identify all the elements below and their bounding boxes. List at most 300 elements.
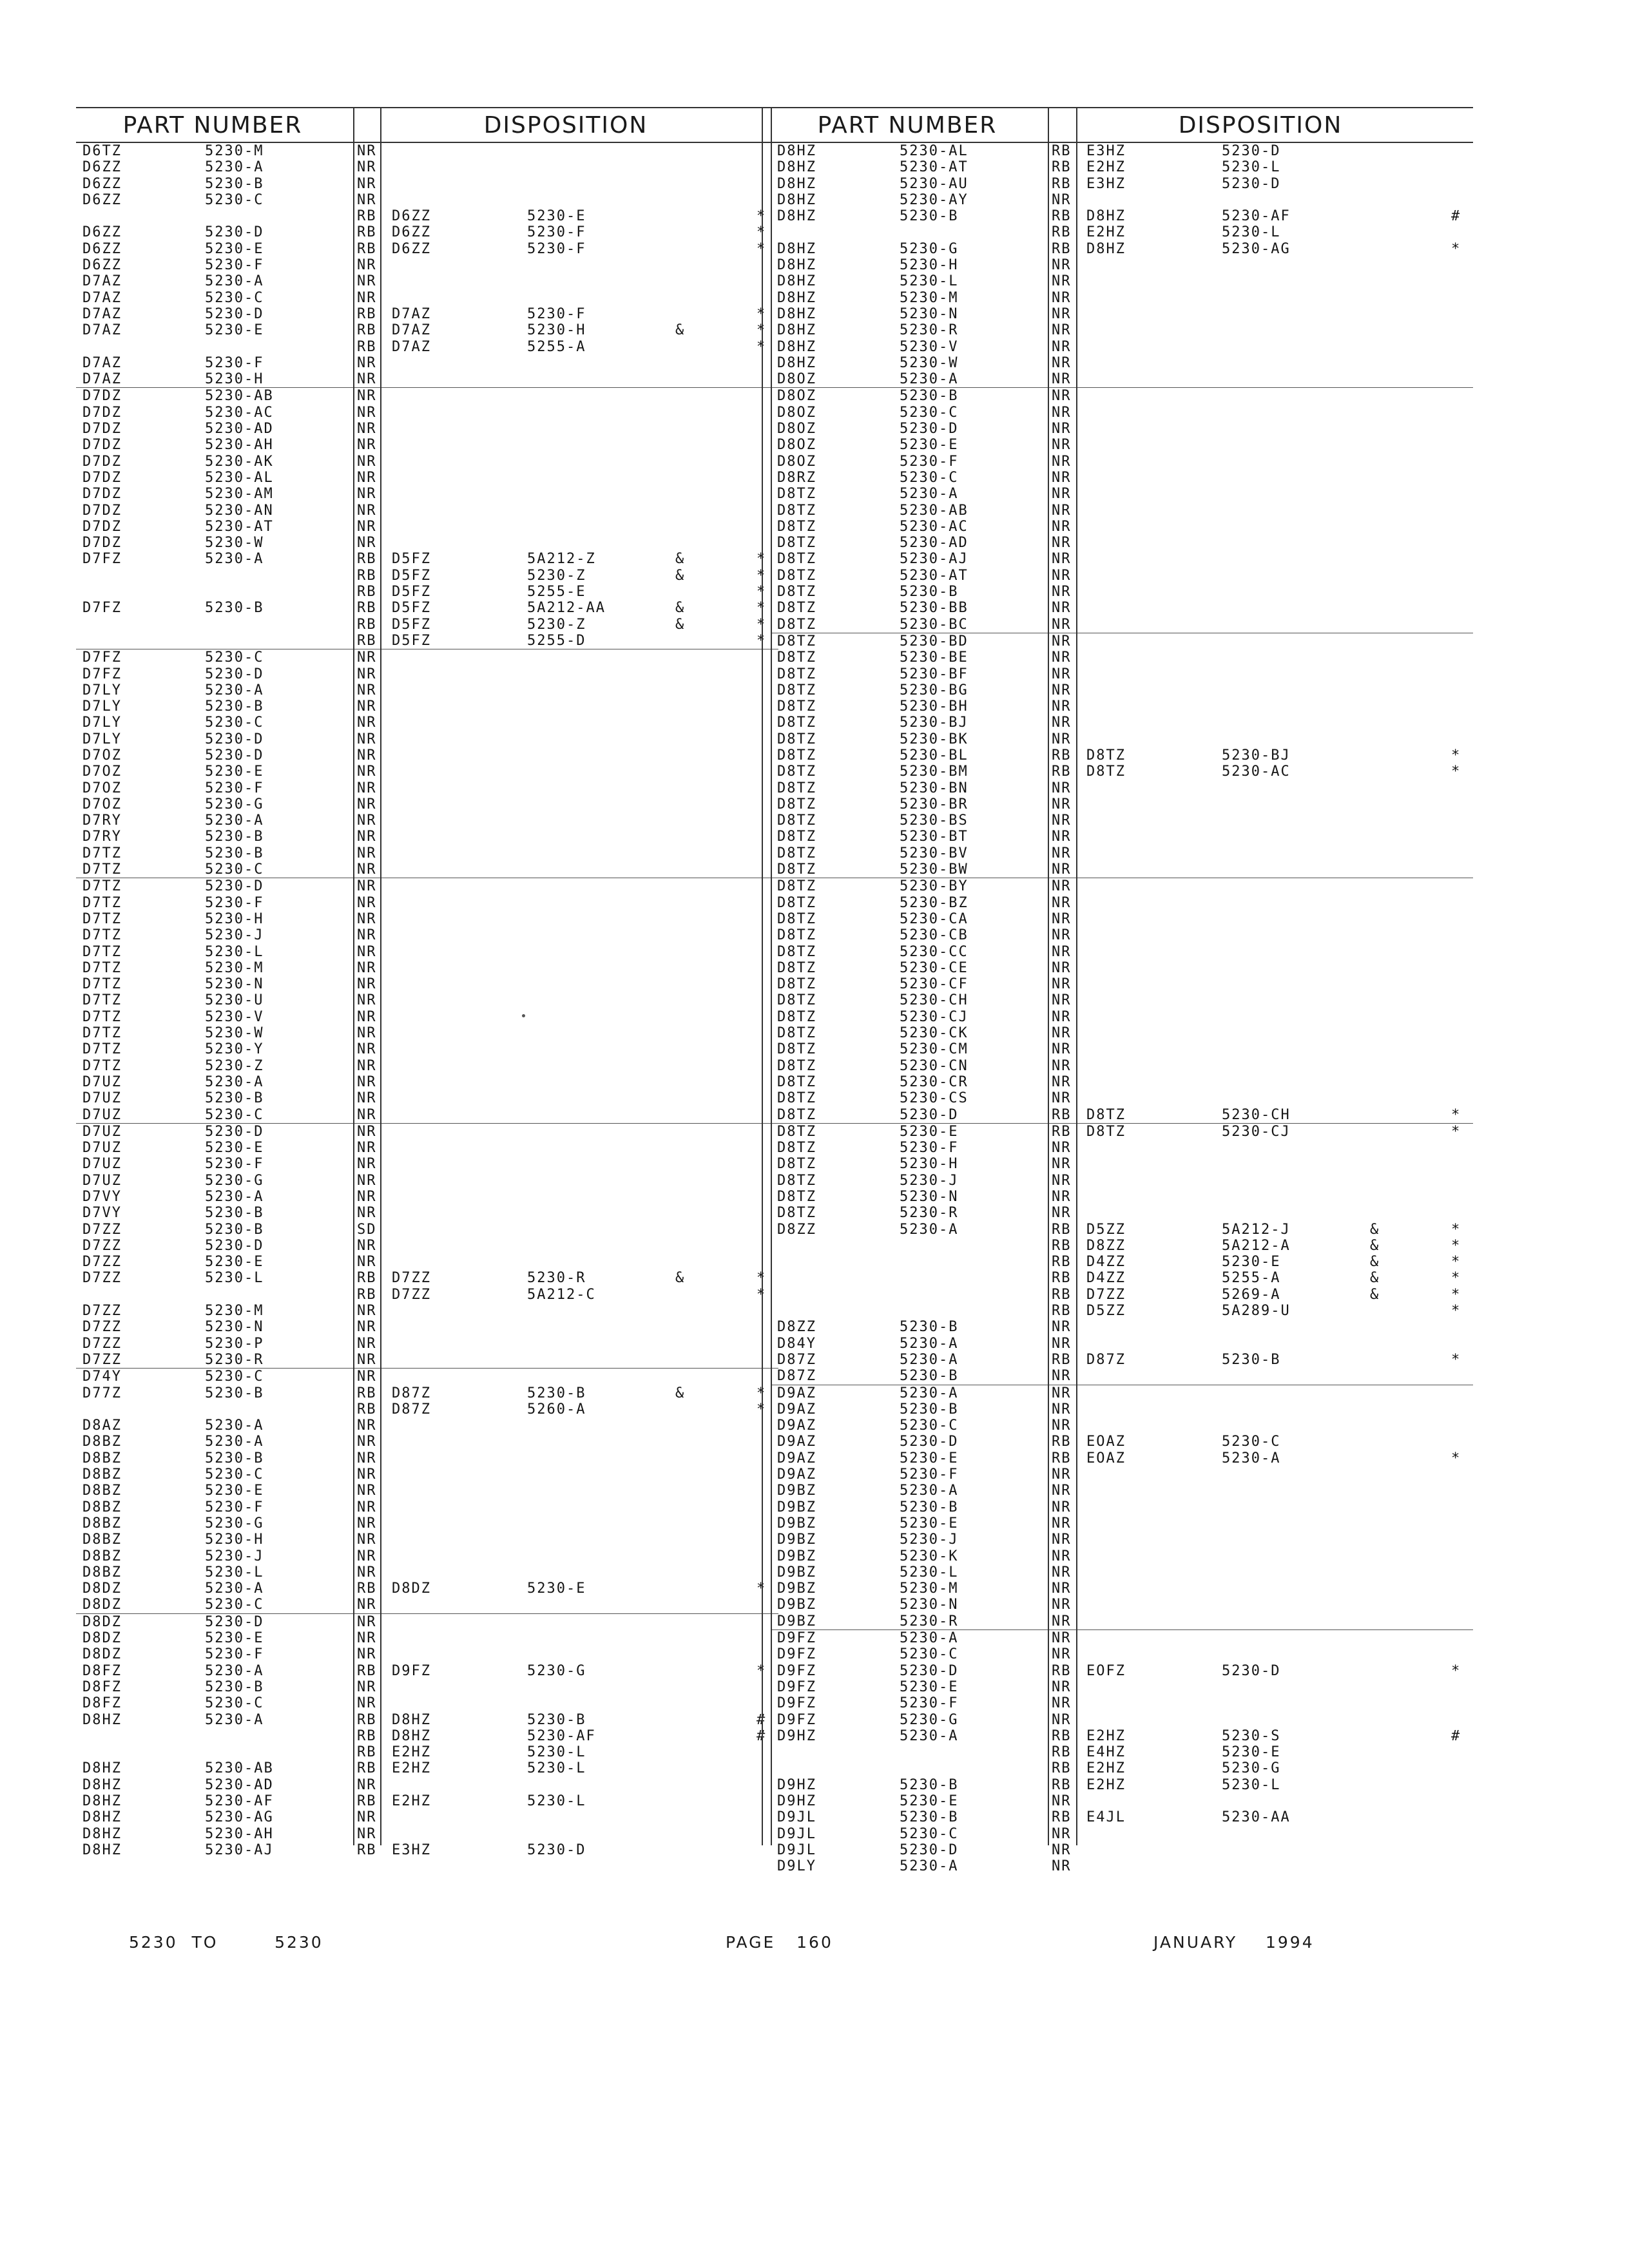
column-divider — [1048, 107, 1049, 1845]
table-row — [771, 812, 1473, 829]
part-suffix: 5230-D — [205, 666, 264, 682]
part-prefix: D8BZ — [82, 1466, 122, 1483]
table-row — [771, 1499, 1473, 1515]
part-suffix: 5230-CR — [900, 1073, 969, 1090]
part-prefix: D7VY — [82, 1205, 122, 1222]
disposition-code: NR — [1052, 1008, 1072, 1025]
part-prefix: D8OZ — [777, 371, 816, 388]
part-suffix: 5230-E — [205, 1254, 264, 1271]
part-suffix: 5230-CE — [900, 959, 969, 976]
table-row — [771, 1254, 1473, 1270]
part-suffix: 5230-D — [205, 878, 264, 895]
disposition-code: NR — [357, 1450, 377, 1466]
disposition-code: NR — [1052, 976, 1072, 993]
table-row — [76, 1793, 778, 1809]
table-row — [76, 339, 778, 355]
replacement-prefix: D5ZZ — [1086, 1221, 1126, 1238]
disposition-code: NR — [357, 143, 377, 159]
part-prefix: D8ZZ — [777, 1221, 816, 1238]
table-row — [771, 339, 1473, 355]
replacement-suffix: 5230-AG — [1222, 240, 1291, 257]
disposition-code: RB — [1052, 1744, 1072, 1761]
disposition-code: NR — [1052, 715, 1072, 731]
part-prefix: D8HZ — [777, 354, 816, 371]
disposition-code: NR — [1052, 322, 1072, 339]
table-row — [76, 1548, 778, 1564]
part-suffix: 5230-A — [900, 1858, 959, 1875]
disposition-code: NR — [1052, 992, 1072, 1009]
part-suffix: 5230-M — [205, 959, 264, 976]
part-suffix: 5230-B — [205, 1205, 264, 1222]
ampersand-flag: & — [1370, 1237, 1380, 1254]
table-row — [771, 519, 1473, 535]
disposition-code: NR — [1052, 812, 1072, 829]
disposition-code: RB — [357, 338, 377, 355]
replacement-suffix: 5230-AA — [1222, 1809, 1291, 1826]
disposition-code: NR — [1052, 453, 1072, 470]
disposition-code: NR — [357, 959, 377, 976]
part-suffix: 5230-C — [900, 1646, 959, 1663]
table-row — [76, 1809, 778, 1825]
part-suffix: 5230-E — [900, 437, 959, 454]
part-prefix: D7TZ — [82, 927, 122, 944]
part-suffix: 5230-AG — [205, 1809, 274, 1826]
disposition-code: NR — [357, 1630, 377, 1647]
table-row — [771, 143, 1473, 159]
replacement-suffix: 5230-AF — [527, 1727, 596, 1744]
part-suffix: 5230-F — [900, 1466, 959, 1483]
part-suffix: 5230-AT — [900, 567, 969, 584]
part-suffix: 5230-BF — [900, 666, 969, 682]
part-suffix: 5230-L — [205, 1270, 264, 1287]
part-prefix: D8TZ — [777, 845, 816, 861]
table-row — [76, 698, 778, 715]
replacement-suffix: 5230-A — [1222, 1450, 1281, 1466]
part-prefix: D8TZ — [777, 1057, 816, 1074]
part-prefix: D9JL — [777, 1809, 816, 1826]
table-row — [771, 1041, 1473, 1057]
disposition-code: NR — [1052, 305, 1072, 322]
table-row — [76, 944, 778, 960]
part-suffix: 5230-A — [900, 486, 959, 503]
table-row — [771, 1728, 1473, 1744]
part-prefix: D8TZ — [777, 518, 816, 535]
table-row — [76, 1499, 778, 1515]
disposition-code: RB — [1052, 1351, 1072, 1368]
replacement-prefix: D5FZ — [392, 632, 431, 649]
disposition-code: NR — [1052, 404, 1072, 421]
part-suffix: 5230-AM — [205, 486, 274, 503]
disposition-code: NR — [357, 780, 377, 796]
disposition-code: NR — [357, 747, 377, 764]
part-suffix: 5230-A — [205, 1711, 264, 1728]
part-prefix: D7LY — [82, 731, 122, 747]
replacement-suffix: 5A212-Z — [527, 551, 596, 568]
part-prefix: D9BZ — [777, 1483, 816, 1499]
table-row — [76, 1695, 778, 1711]
part-suffix: 5230-BC — [900, 616, 969, 633]
part-prefix: D9JL — [777, 1825, 816, 1842]
part-suffix: 5230-B — [900, 1499, 959, 1515]
part-suffix: 5230-D — [900, 1434, 959, 1450]
replacement-suffix: 5230-CH — [1222, 1106, 1291, 1123]
replacement-suffix: 5230-Z — [527, 567, 586, 584]
part-suffix: 5230-A — [205, 1662, 264, 1679]
part-suffix: 5230-E — [205, 1483, 264, 1499]
part-prefix: D7DZ — [82, 388, 122, 405]
disposition-code: NR — [357, 469, 377, 486]
disposition-code: NR — [357, 1041, 377, 1058]
part-prefix: D8AZ — [82, 1418, 122, 1434]
disposition-code: NR — [357, 698, 377, 715]
ampersand-flag: & — [675, 1385, 686, 1401]
part-prefix: D6ZZ — [82, 257, 122, 274]
part-suffix: 5230-D — [900, 1662, 959, 1679]
disposition-code: NR — [357, 829, 377, 845]
disposition-code: RB — [357, 1286, 377, 1303]
disposition-code: NR — [1052, 1646, 1072, 1663]
part-suffix: 5230-BK — [900, 731, 969, 747]
part-prefix: D7DZ — [82, 437, 122, 454]
part-suffix: 5230-P — [205, 1335, 264, 1352]
part-suffix: 5230-AD — [900, 535, 969, 552]
replacement-prefix: E4JL — [1086, 1809, 1126, 1826]
part-prefix: D8HZ — [777, 322, 816, 339]
table-row — [771, 1336, 1473, 1352]
table-row — [771, 1124, 1473, 1140]
replacement-suffix: 5255-E — [527, 584, 586, 601]
note-flag: * — [757, 1662, 767, 1679]
replacement-suffix: 5230-B — [1222, 1351, 1281, 1368]
table-row — [76, 1418, 778, 1434]
part-suffix: 5230-BH — [900, 698, 969, 715]
replacement-prefix: D8HZ — [392, 1711, 431, 1728]
table-row — [76, 747, 778, 764]
table-row — [771, 1712, 1473, 1728]
table-row — [771, 1760, 1473, 1776]
part-prefix: D8HZ — [82, 1776, 122, 1793]
disposition-code: RB — [1052, 208, 1072, 225]
disposition-code: NR — [1052, 633, 1072, 649]
table-row — [771, 1090, 1473, 1106]
table-row — [771, 405, 1473, 421]
table-row — [771, 1140, 1473, 1156]
part-prefix: D8TZ — [777, 1008, 816, 1025]
replacement-prefix: D87Z — [392, 1385, 431, 1401]
part-suffix: 5230-F — [900, 1695, 959, 1712]
disposition-code: NR — [1052, 878, 1072, 895]
part-suffix: 5230-BB — [900, 600, 969, 617]
replacement-prefix: D7AZ — [392, 305, 431, 322]
ampersand-flag: & — [675, 567, 686, 584]
table-row — [771, 780, 1473, 796]
part-suffix: 5230-C — [205, 649, 264, 666]
replacement-suffix: 5A289-U — [1222, 1303, 1291, 1320]
part-prefix: D9AZ — [777, 1401, 816, 1418]
table-row — [771, 1597, 1473, 1613]
disposition-code: RB — [1052, 1434, 1072, 1450]
part-prefix: D7ZZ — [82, 1254, 122, 1271]
footer-range-to-label: TO — [191, 1933, 218, 1952]
part-suffix: 5230-U — [205, 992, 264, 1009]
table-row — [76, 1270, 778, 1286]
part-prefix: D7FZ — [82, 666, 122, 682]
disposition-code: NR — [357, 289, 377, 306]
part-suffix: 5230-F — [900, 1140, 959, 1157]
part-suffix: 5230-L — [205, 1564, 264, 1581]
table-row — [771, 944, 1473, 960]
table-row — [771, 192, 1473, 208]
table-row — [771, 617, 1473, 633]
note-flag: * — [1451, 1106, 1461, 1123]
part-prefix: D6ZZ — [82, 240, 122, 257]
part-prefix: D7ZZ — [82, 1351, 122, 1368]
part-prefix: D9HZ — [777, 1776, 816, 1793]
part-prefix: D7AZ — [82, 322, 122, 339]
part-prefix: D8TZ — [777, 829, 816, 845]
part-prefix: D8HZ — [777, 289, 816, 306]
disposition-code: RB — [1052, 1270, 1072, 1287]
ampersand-flag: & — [675, 600, 686, 617]
part-suffix: 5230-J — [900, 1172, 959, 1189]
part-prefix: D8OZ — [777, 453, 816, 470]
disposition-code: NR — [1052, 910, 1072, 927]
part-suffix: 5230-C — [205, 1466, 264, 1483]
table-row — [76, 388, 778, 404]
disposition-code: NR — [1052, 796, 1072, 812]
part-suffix: 5230-F — [205, 780, 264, 796]
part-suffix: 5230-W — [205, 1025, 264, 1042]
disposition-code: NR — [357, 1564, 377, 1581]
part-suffix: 5230-E — [205, 1140, 264, 1157]
part-number-header: PART NUMBER — [817, 112, 998, 139]
part-prefix: D8TZ — [777, 796, 816, 812]
disposition-code: NR — [1052, 894, 1072, 911]
note-flag: * — [757, 632, 767, 649]
part-prefix: D9BZ — [777, 1499, 816, 1515]
table-row — [771, 731, 1473, 747]
part-suffix: 5230-CJ — [900, 1008, 969, 1025]
part-prefix: D8HZ — [777, 273, 816, 290]
disposition-code: SD — [357, 1221, 377, 1238]
part-prefix: D7TZ — [82, 1041, 122, 1058]
note-flag: * — [757, 1581, 767, 1597]
disposition-code: NR — [1052, 1532, 1072, 1548]
disposition-code: RB — [1052, 1123, 1072, 1140]
table-row — [771, 584, 1473, 600]
part-suffix: 5230-CF — [900, 976, 969, 993]
column-divider — [771, 107, 772, 1845]
disposition-code: NR — [1052, 1319, 1072, 1336]
part-suffix: 5230-C — [205, 1597, 264, 1613]
part-suffix: 5230-B — [205, 1385, 264, 1401]
note-flag: * — [757, 224, 767, 241]
part-suffix: 5230-D — [205, 747, 264, 764]
part-suffix: 5230-D — [900, 1106, 959, 1123]
table-row — [76, 159, 778, 175]
part-suffix: 5230-M — [900, 289, 959, 306]
table-row — [771, 1058, 1473, 1074]
disposition-code: RB — [357, 208, 377, 225]
table-row — [76, 1744, 778, 1760]
part-prefix: D8HZ — [777, 159, 816, 176]
table-row — [76, 845, 778, 861]
disposition-code: NR — [357, 1776, 377, 1793]
part-suffix: 5230-B — [900, 1319, 959, 1336]
disposition-code: NR — [357, 1418, 377, 1434]
part-prefix: D8TZ — [777, 894, 816, 911]
note-flag: * — [757, 322, 767, 339]
note-flag: * — [757, 208, 767, 225]
disposition-code: NR — [1052, 388, 1072, 405]
part-suffix: 5230-W — [900, 354, 959, 371]
table-row — [76, 1041, 778, 1057]
table-row — [771, 1074, 1473, 1090]
part-suffix: 5230-N — [205, 976, 264, 993]
replacement-prefix: D4ZZ — [1086, 1270, 1126, 1287]
table-row — [771, 1532, 1473, 1548]
part-prefix: D7DZ — [82, 453, 122, 470]
disposition-code: RB — [357, 1662, 377, 1679]
disposition-code: NR — [1052, 1825, 1072, 1842]
disposition-code: NR — [1052, 1597, 1072, 1613]
table-row — [76, 796, 778, 812]
part-prefix: D8TZ — [777, 780, 816, 796]
disposition-code: RB — [357, 322, 377, 339]
table-row — [771, 1663, 1473, 1679]
part-prefix: D9FZ — [777, 1630, 816, 1647]
part-prefix: D8TZ — [777, 567, 816, 584]
replacement-prefix: D5FZ — [392, 600, 431, 617]
table-row — [771, 454, 1473, 470]
disposition-code: RB — [357, 616, 377, 633]
table-row — [771, 1189, 1473, 1205]
replacement-suffix: 5230-L — [1222, 224, 1281, 241]
part-suffix: 5230-G — [900, 240, 959, 257]
part-prefix: D8HZ — [82, 1841, 122, 1858]
table-row — [771, 1548, 1473, 1564]
note-flag: * — [1451, 1351, 1461, 1368]
disposition-code: NR — [357, 1548, 377, 1564]
table-row — [76, 1205, 778, 1221]
disposition-code: NR — [1052, 1189, 1072, 1205]
part-prefix: D8TZ — [777, 1140, 816, 1157]
table-row — [76, 519, 778, 535]
table-row — [76, 976, 778, 992]
replacement-suffix: 5230-L — [1222, 1776, 1281, 1793]
replacement-suffix: 5269-A — [1222, 1286, 1281, 1303]
ampersand-flag: & — [675, 616, 686, 633]
note-flag: * — [1451, 1662, 1461, 1679]
disposition-code: NR — [1052, 1073, 1072, 1090]
part-prefix: D7AZ — [82, 354, 122, 371]
table-row — [76, 551, 778, 567]
part-suffix: 5230-AC — [900, 518, 969, 535]
table-row — [771, 1809, 1473, 1825]
part-prefix: D9HZ — [777, 1792, 816, 1809]
right-table-header — [771, 107, 1473, 143]
part-prefix: D6ZZ — [82, 191, 122, 208]
table-row — [771, 486, 1473, 502]
ampersand-flag: & — [1370, 1254, 1380, 1271]
part-suffix: 5230-BY — [900, 878, 969, 895]
note-flag: * — [757, 1385, 767, 1401]
disposition-code: RB — [1052, 1727, 1072, 1744]
part-prefix: D7TZ — [82, 910, 122, 927]
column-divider — [1076, 107, 1077, 1845]
table-row — [76, 1238, 778, 1254]
part-suffix: 5230-AB — [205, 388, 274, 405]
table-row — [771, 371, 1473, 388]
table-row — [771, 829, 1473, 845]
part-suffix: 5230-C — [205, 191, 264, 208]
part-suffix: 5230-A — [205, 1073, 264, 1090]
part-prefix: D9BZ — [777, 1532, 816, 1548]
disposition-code: RB — [1052, 1776, 1072, 1793]
part-suffix: 5230-B — [900, 584, 959, 601]
table-row — [771, 1450, 1473, 1466]
disposition-code: RB — [1052, 1450, 1072, 1466]
disposition-code: NR — [357, 1434, 377, 1450]
part-suffix: 5230-BN — [900, 780, 969, 796]
part-prefix: D8OZ — [777, 437, 816, 454]
replacement-suffix: 5230-C — [1222, 1434, 1281, 1450]
table-row — [76, 927, 778, 943]
disposition-code: RB — [1052, 1662, 1072, 1679]
part-suffix: 5230-A — [900, 1335, 959, 1352]
table-row — [76, 1287, 778, 1303]
disposition-header: DISPOSITION — [483, 112, 648, 139]
disposition-code: NR — [357, 1825, 377, 1842]
disposition-code: NR — [357, 175, 377, 192]
part-prefix: D8TZ — [777, 666, 816, 682]
part-suffix: 5230-V — [205, 1008, 264, 1025]
part-suffix: 5230-D — [205, 224, 264, 241]
disposition-code: NR — [1052, 1613, 1072, 1629]
disposition-code: RB — [357, 1711, 377, 1728]
replacement-prefix: D9FZ — [392, 1662, 431, 1679]
disposition-code: NR — [1052, 600, 1072, 617]
part-suffix: 5230-N — [900, 1189, 959, 1205]
part-prefix: D8TZ — [777, 1090, 816, 1107]
disposition-code: NR — [357, 371, 377, 388]
disposition-header: DISPOSITION — [1178, 112, 1343, 139]
table-row — [76, 1679, 778, 1695]
table-row — [76, 1515, 778, 1532]
part-prefix: D8TZ — [777, 927, 816, 944]
disposition-code: NR — [1052, 469, 1072, 486]
table-row — [771, 388, 1473, 404]
replacement-prefix: E2HZ — [1086, 1776, 1126, 1793]
table-row — [76, 437, 778, 453]
part-suffix: 5230-A — [205, 812, 264, 829]
disposition-code: RB — [357, 632, 377, 649]
table-row — [76, 764, 778, 780]
part-prefix: D8TZ — [777, 1041, 816, 1058]
disposition-code: NR — [1052, 731, 1072, 747]
table-row — [771, 1842, 1473, 1858]
replacement-prefix: D5FZ — [392, 567, 431, 584]
part-prefix: D87Z — [777, 1368, 816, 1385]
disposition-code: NR — [1052, 1581, 1072, 1597]
table-row — [76, 1728, 778, 1744]
part-prefix: D6ZZ — [82, 175, 122, 192]
part-prefix: D8TZ — [777, 715, 816, 731]
replacement-prefix: D5ZZ — [1086, 1303, 1126, 1320]
replacement-suffix: 5230-D — [527, 1841, 586, 1858]
table-row — [771, 437, 1473, 453]
disposition-code: NR — [1052, 959, 1072, 976]
